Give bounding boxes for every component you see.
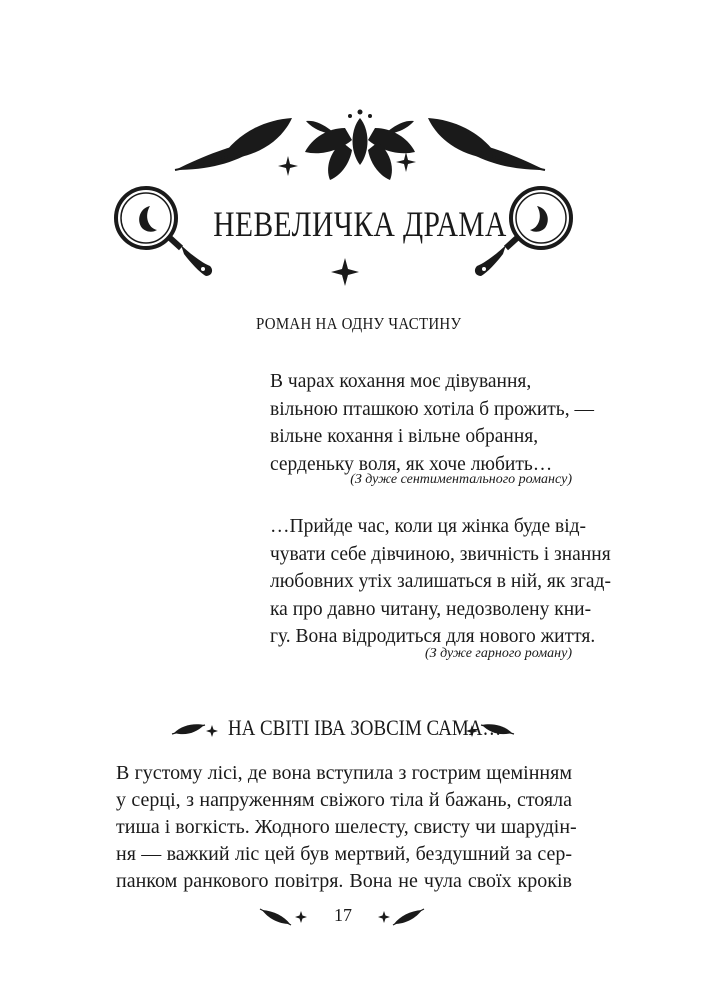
section-title: НА СВІТІ ІВА ЗОВСІМ САМА…	[228, 715, 502, 740]
body-line: тиша і вогкість. Жодного шелесту, свисту чи шарудін-	[116, 816, 577, 838]
epigraph-quote	[270, 513, 611, 651]
right-leaf-sprig-icon	[428, 118, 545, 170]
body-line: В густому лісі, де вона вступила з гострим щемінням	[116, 762, 572, 784]
epigraph-poem	[270, 368, 594, 478]
epigraph-quote-source: (З дуже гарного роману)	[425, 646, 572, 661]
chapter-title: НЕВЕЛИЧКА ДРАМА	[213, 204, 507, 244]
page-footer	[0, 898, 720, 938]
section-heading	[0, 713, 720, 743]
leaf-icon	[260, 909, 291, 925]
quote-line: гу. Вона відродиться для нового життя.	[270, 626, 596, 647]
poem-line: вільне кохання і вільне обрання,	[270, 426, 539, 447]
poem-line: вільною пташкою хотіла б прожить, —	[270, 398, 594, 420]
body-line: у серці, з напруженням свіжого тіла й бажань, стояла	[116, 789, 572, 811]
quote-line: чувати себе дівчиною, звичність і знання	[270, 543, 611, 565]
chapter-subtitle: РОМАН НА ОДНУ ЧАСТИНУ	[256, 314, 462, 333]
quote-line: …Прийде час, коли ця жінка буде від-	[270, 516, 587, 537]
sparkle-icon	[278, 156, 298, 176]
body-line: ня — важкий ліс цей був мертвий, бездушний за сер-	[116, 843, 572, 865]
footer-ornaments	[0, 898, 720, 938]
page-number: 17	[334, 905, 352, 925]
epigraph-poem-source: (З дуже сентиментального романсу)	[350, 472, 572, 487]
body-paragraph	[116, 760, 577, 895]
lotus-flower-icon	[305, 110, 415, 181]
quote-line: ка про давно читану, недозволену кни-	[270, 598, 592, 620]
quote-line: любовних утіх залишаться в ній, як згад-	[270, 571, 611, 592]
header-ornament	[0, 0, 720, 300]
sparkle-icon	[396, 152, 416, 172]
sparkle-icon	[331, 258, 359, 286]
leaf-icon	[393, 909, 424, 925]
leaf-icon	[172, 724, 205, 734]
sparkle-icon	[295, 911, 307, 923]
sparkle-icon	[378, 911, 390, 923]
poem-line: серденьку воля, як хоче любить…	[270, 453, 553, 475]
left-leaf-sprig-icon	[175, 118, 292, 170]
poem-line: В чарах кохання моє дівування,	[270, 371, 532, 392]
sparkle-icon	[206, 725, 218, 737]
body-line: панком ранкового повітря. Вона не чула своїх кроків	[116, 870, 572, 892]
